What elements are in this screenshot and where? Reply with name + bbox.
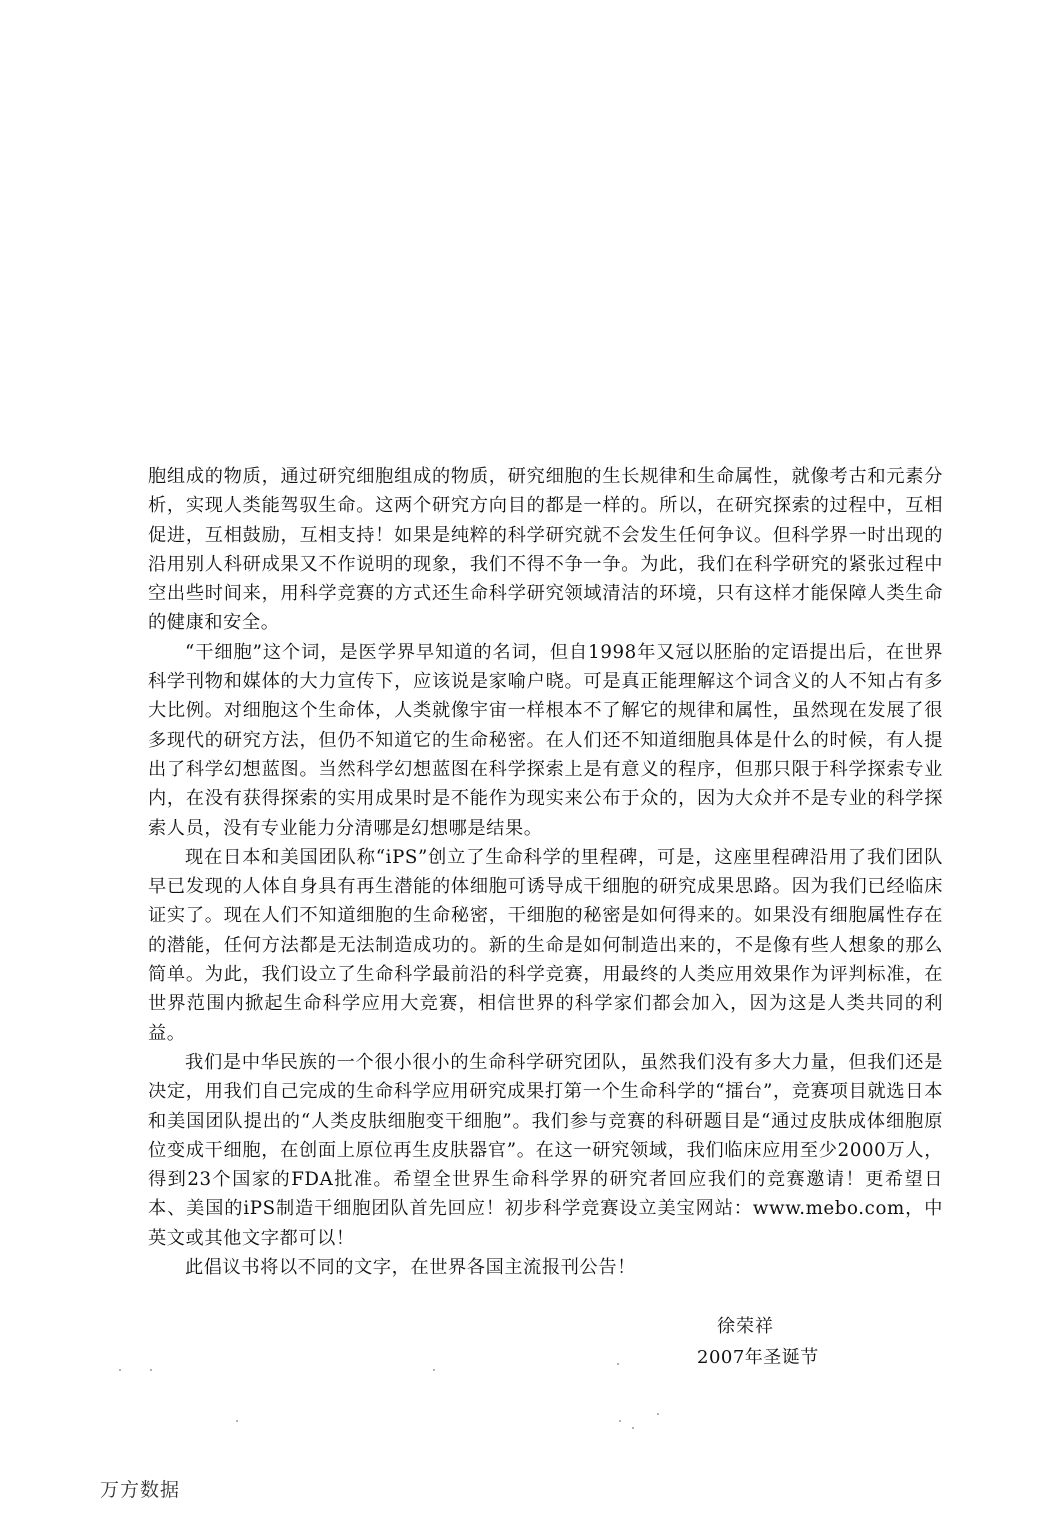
scan-speck (150, 1369, 152, 1371)
footer-watermark: 万方数据 (100, 1479, 181, 1501)
scan-speck (119, 1369, 121, 1371)
scan-speck (617, 1363, 619, 1365)
paragraph-4: 我们是中华民族的一个很小很小的生命科学研究团队，虽然我们没有多大力量，但我们还是决定，用我们自己完成的生命科学应用研究成果打第一个生命科学的“擂台”，竞赛项目就选日本和美国团队提出的“人类皮肤细胞变干细胞”。我们参与竞赛的科研题目是“通过皮肤成体细胞原位变成干细胞，在创面上原位再生皮肤器官”。在这一研究领域，我们临床应用至少2000万人，得到23个国家的FDA批准。希望全世界生命科学界的研究者回应我们的竞赛邀请！更希望日本、美国的iPS制造干细胞团队首先回应！初步科学竞赛设立美宝网站：www.mebo.com，中英文或其他文字都可以！ (148, 1051, 943, 1249)
scan-speck (619, 1420, 621, 1422)
scan-speck (433, 1369, 435, 1371)
paragraph-5: 此倡议书将以不同的文字，在世界各国主流报刊公告！ (185, 1257, 636, 1279)
paragraph-1: 胞组成的物质，通过研究细胞组成的物质，研究细胞的生长规律和生命属性，就像考古和元素分析，实现人类能驾驭生命。这两个研究方向目的都是一样的。所以，在研究探索的过程中，互相促进，互相鼓励，互相支持！如果是纯粹的科学研究就不会发生任何争议。但科学界一时出现的沿用别人科研成果又不作说明的现象，我们不得不争一争。为此，我们在科学研究的紧张过程中空出些时间来，用科学竞赛的方式还生命科学研究领域清洁的环境，只有这样才能保障人类生命的健康和安全。 (148, 466, 943, 634)
paragraph-2: “干细胞”这个词，是医学界早知道的名词，但自1998年又冠以胚胎的定语提出后，在世界科学刊物和媒体的大力宣传下，应该说是家喻户晓。可是真正能理解这个词含义的人不知占有多大比例。对细胞这个生命体，人类就像宇宙一样根本不了解它的规律和属性，虽然现在发展了很多现代的研究方法，但仍不知道它的生命秘密。在人们还不知道细胞具体是什么的时候，有人提出了科学幻想蓝图。当然科学幻想蓝图在科学探索上是有意义的程序，但那只限于科学探索专业内，在没有获得探索的实用成果时是不能作为现实来公布于众的，因为大众并不是专业的科学探索人员，没有专业能力分清哪是幻想哪是结果。 (148, 641, 943, 839)
paragraph-3: 现在日本和美国团队称“iPS”创立了生命科学的里程碑，可是，这座里程碑沿用了我们团队早已发现的人体自身具有再生潜能的体细胞可诱导成干细胞的研究成果思路。因为我们已经临床证实了。现在人们不知道细胞的生命秘密，干细胞的秘密是如何得来的。如果没有细胞属性存在的潜能，任何方法都是无法制造成功的。新的生命是如何制造出来的，不是像有些人想象的那么简单。为此，我们设立了生命科学最前沿的科学竞赛，用最终的人类应用效果作为评判标准，在世界范围内掀起生命科学应用大竞赛，相信世界的科学家们都会加入，因为这是人类共同的利益。 (148, 846, 943, 1044)
scan-speck (632, 1427, 634, 1429)
document-body (148, 462, 943, 1282)
signature-date: 2007年圣诞节 (697, 1347, 819, 1368)
scan-speck (236, 1420, 238, 1422)
scan-speck (657, 1413, 659, 1415)
author-signature: 徐荣祥 (717, 1316, 774, 1337)
